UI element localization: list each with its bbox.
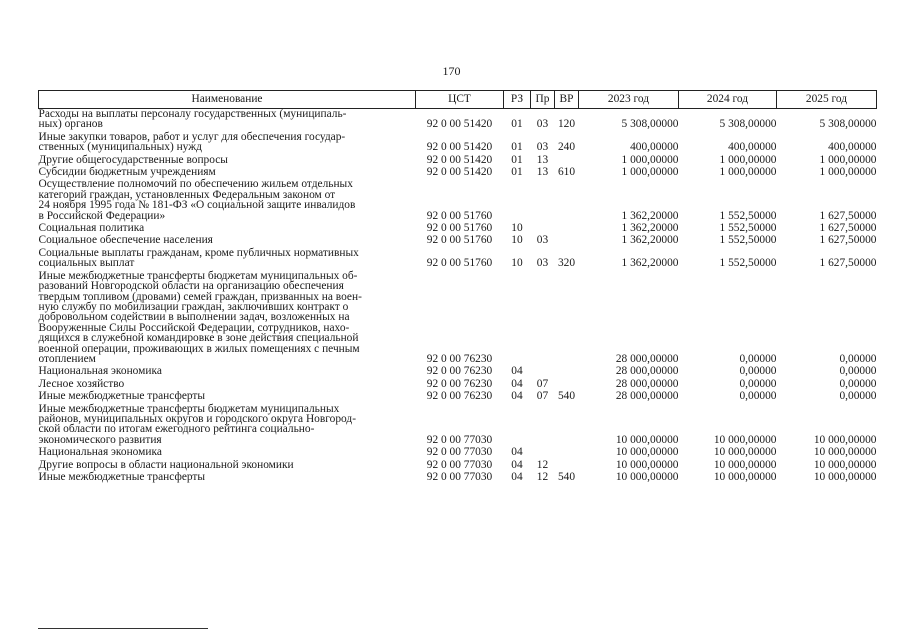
table-body bbox=[39, 109, 877, 485]
row-name-line: твердым топливом (дровами) семей граждан, призванных на воен- bbox=[38, 290, 362, 303]
row-rz: 01 bbox=[511, 141, 523, 154]
table-row bbox=[39, 404, 877, 448]
row-2024: 1 552,50000 bbox=[719, 257, 777, 270]
table-row bbox=[39, 109, 877, 132]
row-2025: 1 627,50000 bbox=[819, 209, 877, 222]
row-name bbox=[39, 472, 416, 484]
row-name-line: Иные межбюджетные трансферты бюджетам муниципальных об- bbox=[38, 269, 358, 282]
table-row bbox=[39, 271, 877, 367]
row-name bbox=[39, 235, 416, 247]
row-name-line: Социальные выплаты гражданам, кроме публичных нормативных bbox=[38, 246, 359, 259]
row-csr: 92 0 00 51420 bbox=[426, 166, 493, 179]
row-vr: 240 bbox=[557, 141, 576, 154]
row-vr bbox=[555, 179, 579, 223]
header-csr: ЦСТ bbox=[416, 91, 504, 109]
row-2025: 0,00000 bbox=[839, 352, 877, 365]
row-name-line: ную службу по мобилизации граждан, заключивших контракт о bbox=[38, 300, 349, 313]
table-row bbox=[39, 235, 877, 247]
row-2025: 5 308,00000 bbox=[819, 118, 877, 131]
row-vr: 120 bbox=[557, 118, 576, 131]
row-pr: 07 bbox=[536, 390, 549, 403]
row-csr: 92 0 00 76230 bbox=[426, 390, 493, 403]
header-rz: РЗ bbox=[504, 91, 531, 109]
row-name bbox=[39, 132, 416, 155]
row-name-line: Другие вопросы в области национальной экономики bbox=[38, 458, 294, 471]
row-csr: 92 0 00 51760 bbox=[426, 257, 493, 270]
row-pr: 12 bbox=[536, 458, 549, 471]
row-2023: 28 000,00000 bbox=[615, 377, 679, 390]
row-pr: 07 bbox=[536, 377, 549, 390]
row-vr: 610 bbox=[557, 166, 576, 179]
row-2024: 1 552,50000 bbox=[719, 222, 777, 235]
row-name-line: Социальное обеспечение населения bbox=[38, 234, 213, 247]
row-2024: 10 000,00000 bbox=[713, 458, 777, 471]
row-name-line: Расходы на выплаты персоналу государственных (муниципаль- bbox=[38, 108, 347, 120]
row-name-line: 24 ноября 1995 года № 181-ФЗ «О социальной защите инвалидов bbox=[38, 199, 356, 212]
row-2024: 0,00000 bbox=[739, 377, 777, 390]
row-vr: 320 bbox=[557, 257, 576, 270]
row-2023: 1 362,20000 bbox=[621, 257, 679, 270]
row-name-line: социальных выплат bbox=[38, 257, 135, 270]
row-2025: 10 000,00000 bbox=[813, 446, 877, 459]
row-2025: 400,00000 bbox=[828, 141, 877, 154]
row-rz: 04 bbox=[511, 458, 523, 471]
row-vr bbox=[555, 223, 579, 235]
row-csr: 92 0 00 51760 bbox=[426, 222, 493, 235]
row-rz: 04 bbox=[511, 377, 523, 390]
table-header-row bbox=[39, 91, 877, 109]
row-name-line: Иные межбюджетные трансферты bbox=[38, 390, 206, 403]
row-name-line: Национальная экономика bbox=[38, 446, 162, 459]
row-csr: 92 0 00 76230 bbox=[426, 352, 493, 365]
row-name-line: Лесное хозяйство bbox=[38, 377, 125, 390]
row-2023: 28 000,00000 bbox=[615, 365, 679, 378]
row-name bbox=[39, 271, 416, 367]
row-csr: 92 0 00 77030 bbox=[426, 471, 493, 483]
row-pr bbox=[531, 271, 555, 367]
table-row bbox=[39, 472, 877, 484]
row-name-line: Иные межбюджетные трансферты бюджетам муниципальных bbox=[38, 402, 340, 415]
row-name-line: дящихся в служебной командировке в зоне действия специальной bbox=[38, 332, 359, 345]
row-2024: 1 000,00000 bbox=[719, 153, 777, 166]
row-name bbox=[39, 179, 416, 223]
row-name-line: Национальная экономика bbox=[38, 365, 162, 378]
row-name-line: в Российской Федерации» bbox=[38, 209, 166, 222]
row-csr: 92 0 00 51760 bbox=[426, 209, 493, 222]
row-csr: 92 0 00 77030 bbox=[426, 458, 493, 471]
row-vr bbox=[555, 404, 579, 448]
table-row bbox=[39, 132, 877, 155]
table-row bbox=[39, 447, 877, 459]
table-row bbox=[39, 248, 877, 271]
row-pr: 03 bbox=[536, 118, 549, 131]
row-2023: 1 362,20000 bbox=[621, 209, 679, 222]
row-pr bbox=[531, 447, 555, 459]
row-2024: 0,00000 bbox=[739, 365, 777, 378]
row-pr: 13 bbox=[536, 166, 549, 179]
row-2025: 10 000,00000 bbox=[813, 433, 877, 446]
row-2025: 10 000,00000 bbox=[813, 471, 877, 483]
row-name bbox=[39, 366, 416, 378]
row-rz bbox=[504, 271, 531, 367]
row-2023: 400,00000 bbox=[630, 141, 679, 154]
row-name-line: Иные межбюджетные трансферты bbox=[38, 471, 206, 483]
row-pr: 12 bbox=[536, 471, 549, 483]
row-2023: 1 362,20000 bbox=[621, 234, 679, 247]
row-vr bbox=[555, 235, 579, 247]
row-2024: 1 000,00000 bbox=[719, 166, 777, 179]
row-2024: 400,00000 bbox=[728, 141, 777, 154]
row-name-line: Осуществление полномочий по обеспечению жильем отдельных bbox=[38, 178, 353, 191]
footer-divider bbox=[38, 628, 208, 629]
row-name-line: ской области по итогам ежегодного рейтинга социально- bbox=[38, 423, 315, 436]
row-name-line: экономического развития bbox=[38, 433, 162, 446]
row-name-line: Другие общегосударственные вопросы bbox=[38, 153, 228, 166]
row-pr bbox=[531, 179, 555, 223]
header-2024: 2024 год bbox=[679, 91, 777, 109]
row-name-line: ных) органов bbox=[38, 118, 103, 131]
row-pr: 13 bbox=[536, 153, 549, 166]
row-name-line: добровольном содействии в выполнении задач, возложенных на bbox=[38, 311, 350, 324]
row-2024: 1 552,50000 bbox=[719, 209, 777, 222]
row-name-line: Вооруженные Силы Российской Федерации, сотрудников, нахо- bbox=[38, 321, 350, 334]
row-pr bbox=[531, 366, 555, 378]
row-rz: 04 bbox=[511, 390, 523, 403]
row-2023: 1 362,20000 bbox=[621, 222, 679, 235]
row-2023: 5 308,00000 bbox=[621, 118, 679, 131]
row-2025: 10 000,00000 bbox=[813, 458, 877, 471]
row-csr: 92 0 00 51420 bbox=[426, 153, 493, 166]
row-rz: 10 bbox=[511, 222, 523, 235]
row-csr: 92 0 00 51420 bbox=[426, 118, 493, 131]
row-name-line: Иные закупки товаров, работ и услуг для обеспечения государ- bbox=[38, 130, 346, 143]
row-2023: 10 000,00000 bbox=[615, 471, 679, 483]
row-vr bbox=[555, 447, 579, 459]
row-2023: 10 000,00000 bbox=[615, 458, 679, 471]
row-2025: 1 627,50000 bbox=[819, 234, 877, 247]
table-row bbox=[39, 391, 877, 403]
row-vr bbox=[555, 271, 579, 367]
row-2024: 10 000,00000 bbox=[713, 471, 777, 483]
row-rz bbox=[504, 179, 531, 223]
row-csr: 92 0 00 51760 bbox=[426, 234, 493, 247]
row-2025: 0,00000 bbox=[839, 377, 877, 390]
row-2024: 10 000,00000 bbox=[713, 433, 777, 446]
row-name bbox=[39, 109, 416, 132]
row-rz: 04 bbox=[511, 365, 523, 378]
row-name-line: категорий граждан, установленных Федеральным законом от bbox=[38, 188, 336, 201]
row-rz bbox=[504, 404, 531, 448]
row-rz: 01 bbox=[511, 153, 523, 166]
row-csr: 92 0 00 76230 bbox=[426, 365, 493, 378]
row-csr: 92 0 00 76230 bbox=[426, 377, 493, 390]
header-pr: Пр bbox=[531, 91, 555, 109]
row-2023: 28 000,00000 bbox=[615, 352, 679, 365]
row-2025: 1 000,00000 bbox=[819, 166, 877, 179]
row-2025: 1 000,00000 bbox=[819, 153, 877, 166]
row-name-line: разований Новгородской области на организацию обеспечения bbox=[38, 280, 344, 293]
row-pr: 03 bbox=[536, 257, 549, 270]
row-name-line: районов, муниципальных округов и городского округа Новгород- bbox=[38, 412, 356, 425]
row-2025: 1 627,50000 bbox=[819, 222, 877, 235]
row-pr: 03 bbox=[536, 141, 549, 154]
row-csr: 92 0 00 77030 bbox=[426, 446, 493, 459]
row-2023: 1 000,00000 bbox=[621, 166, 679, 179]
row-rz: 04 bbox=[511, 446, 523, 459]
row-2024: 0,00000 bbox=[739, 390, 777, 403]
row-rz: 01 bbox=[511, 166, 523, 179]
row-name-line: Социальная политика bbox=[38, 222, 145, 235]
row-2023: 1 000,00000 bbox=[621, 153, 679, 166]
row-2023: 28 000,00000 bbox=[615, 390, 679, 403]
row-2023: 10 000,00000 bbox=[615, 446, 679, 459]
row-csr: 92 0 00 51420 bbox=[426, 141, 493, 154]
row-name-line: Субсидии бюджетным учреждениям bbox=[38, 166, 216, 179]
header-2023: 2023 год bbox=[579, 91, 679, 109]
row-2024: 0,00000 bbox=[739, 352, 777, 365]
row-pr bbox=[531, 404, 555, 448]
row-name-line: отоплением bbox=[38, 352, 96, 365]
header-vr: ВР bbox=[555, 91, 579, 109]
row-2025: 0,00000 bbox=[839, 390, 877, 403]
row-rz: 01 bbox=[511, 118, 523, 131]
row-rz: 10 bbox=[511, 234, 523, 247]
header-name: Наименование bbox=[39, 91, 416, 109]
row-name bbox=[39, 447, 416, 459]
table-row bbox=[39, 366, 877, 378]
row-rz: 04 bbox=[511, 471, 523, 483]
row-vr: 540 bbox=[557, 471, 576, 483]
row-name bbox=[39, 248, 416, 271]
row-2024: 10 000,00000 bbox=[713, 446, 777, 459]
row-2023: 10 000,00000 bbox=[615, 433, 679, 446]
row-name bbox=[39, 404, 416, 448]
row-pr: 03 bbox=[536, 234, 549, 247]
page-number: 170 bbox=[442, 64, 461, 78]
budget-table bbox=[38, 90, 877, 484]
row-name-line: военной операции, проживающих в жилых помещениях с печным bbox=[38, 342, 360, 355]
row-name-line: ственных (муниципальных) нужд bbox=[38, 141, 202, 154]
row-vr bbox=[555, 366, 579, 378]
row-name bbox=[39, 391, 416, 403]
row-vr: 540 bbox=[557, 390, 576, 403]
table-row bbox=[39, 179, 877, 223]
row-rz: 10 bbox=[511, 257, 523, 270]
row-2025: 1 627,50000 bbox=[819, 257, 877, 270]
header-2025: 2025 год bbox=[777, 91, 877, 109]
row-csr: 92 0 00 77030 bbox=[426, 433, 493, 446]
row-2024: 1 552,50000 bbox=[719, 234, 777, 247]
row-2024: 5 308,00000 bbox=[719, 118, 777, 131]
row-2025: 0,00000 bbox=[839, 365, 877, 378]
